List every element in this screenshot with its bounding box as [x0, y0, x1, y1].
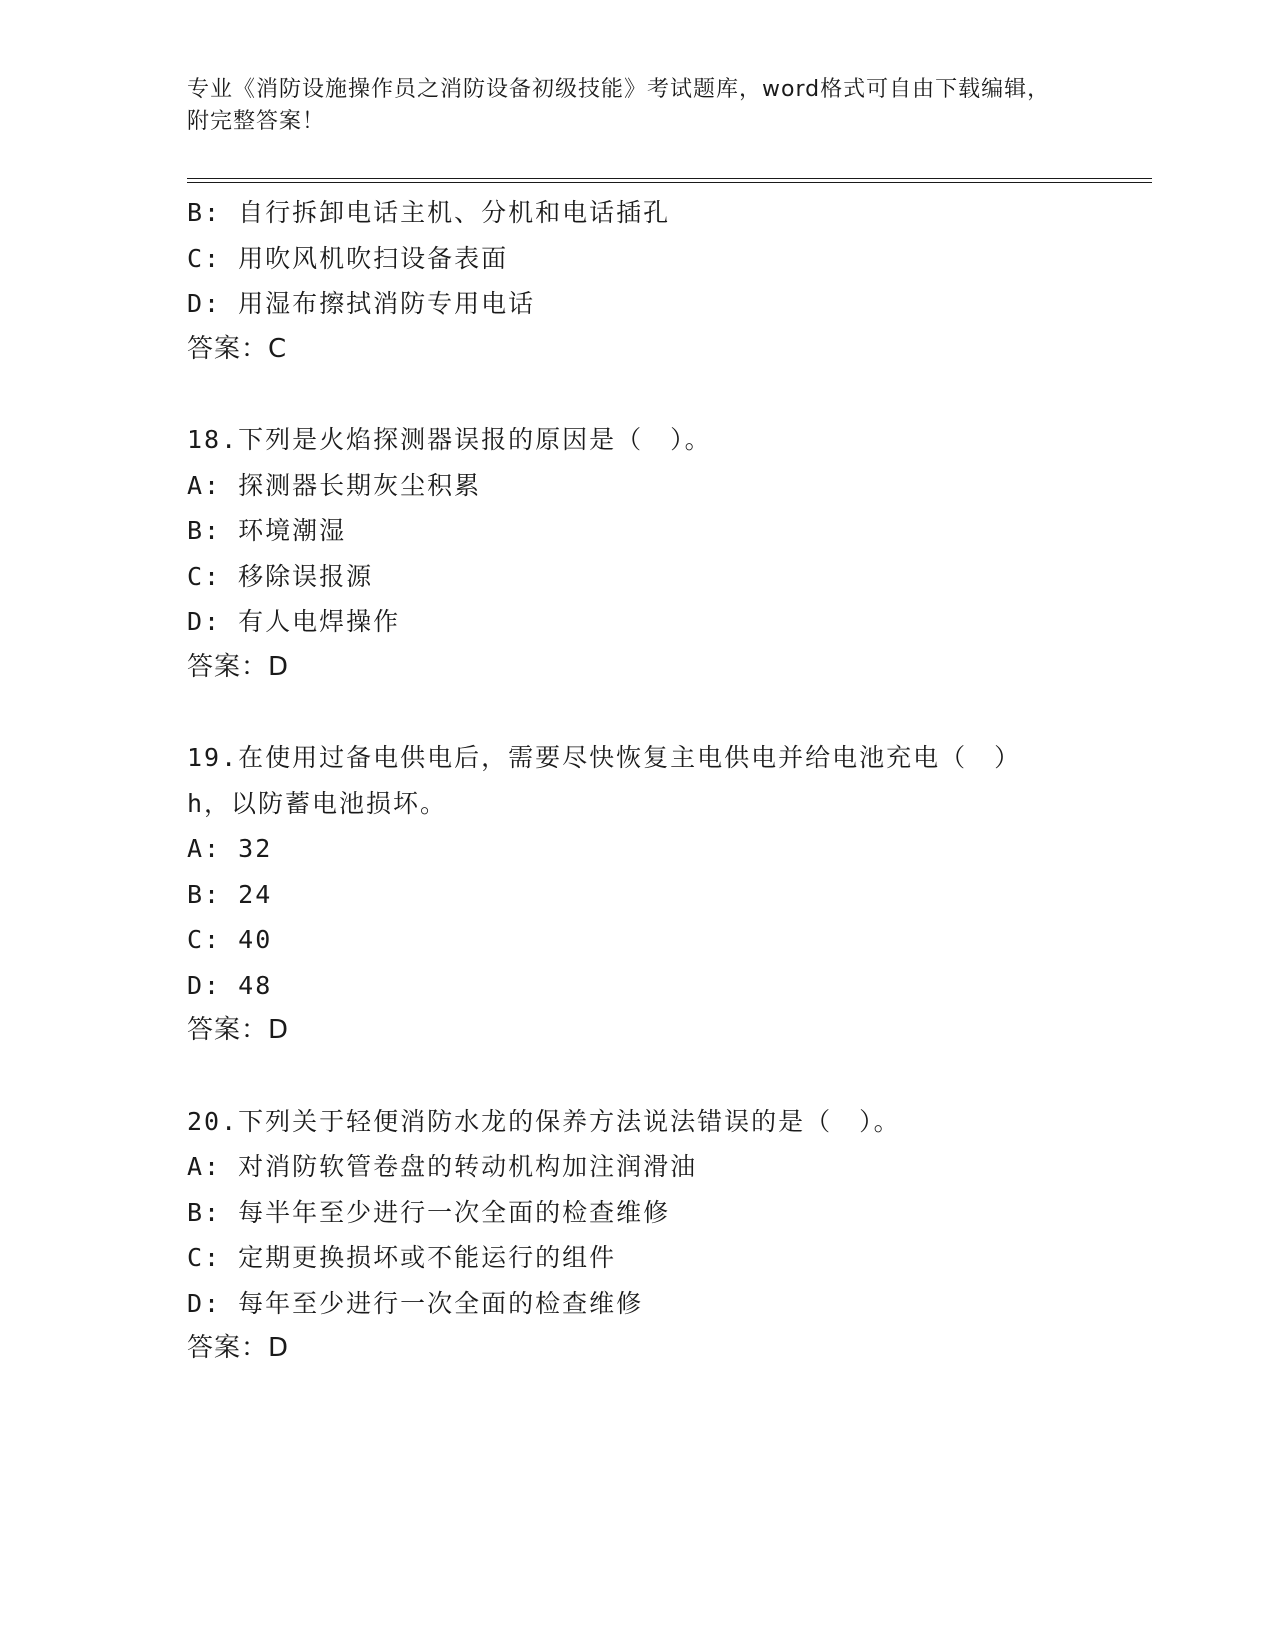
question-stem: 20.下列关于轻便消防水龙的保养方法说法错误的是（ ）。: [187, 1106, 901, 1136]
option-b: B: 环境潮湿: [187, 516, 347, 545]
option-d: D: 有人电焊操作: [187, 607, 401, 636]
question-stem-line-2: h，以防蓄电池损坏。: [187, 788, 448, 818]
option-b: B: 每半年至少进行一次全面的检查维修: [187, 1197, 671, 1227]
question-17-carryover: [187, 190, 1087, 372]
option-c: C: 用吹风机吹扫设备表面: [187, 243, 509, 273]
document-body: [187, 190, 1087, 1372]
header-rule-bottom: [187, 182, 1152, 183]
option-c: C: 移除误报源: [187, 561, 374, 591]
option-d: D: 每年至少进行一次全面的检查维修: [187, 1288, 644, 1318]
answer-line: 答案：D: [187, 651, 290, 682]
option-a: A: 探测器长期灰尘积累: [187, 470, 482, 500]
answer-line: 答案：D: [187, 1333, 290, 1363]
question-stem: 18.下列是火焰探测器误报的原因是（ ）。: [187, 425, 712, 454]
header-rule-top: [187, 178, 1152, 179]
answer-line: 答案：D: [187, 1015, 290, 1045]
option-c: C: 定期更换损坏或不能运行的组件: [187, 1243, 617, 1272]
answer-line: 答案：C: [187, 333, 288, 364]
option-b: B: 自行拆卸电话主机、分机和电话插孔: [187, 198, 671, 227]
option-d: D: 用湿布擦拭消防专用电话: [187, 289, 536, 318]
question-20: [187, 1099, 1087, 1372]
option-b: B: 24: [187, 879, 273, 909]
question-stem-line-1: 19.在使用过备电供电后，需要尽快恢复主电供电并给电池充电（ ）: [187, 743, 1022, 772]
question-18: [187, 417, 1087, 690]
option-a: A: 32: [187, 834, 273, 863]
option-d: D: 48: [187, 970, 273, 1000]
document-header: 专业《消防设施操作员之消防设备初级技能》考试题库，word格式可自由下载编辑，附完整答案！: [187, 77, 1051, 134]
option-a: A: 对消防软管卷盘的转动机构加注润滑油: [187, 1152, 698, 1181]
option-c: C: 40: [187, 925, 273, 954]
question-19: [187, 735, 1087, 1054]
